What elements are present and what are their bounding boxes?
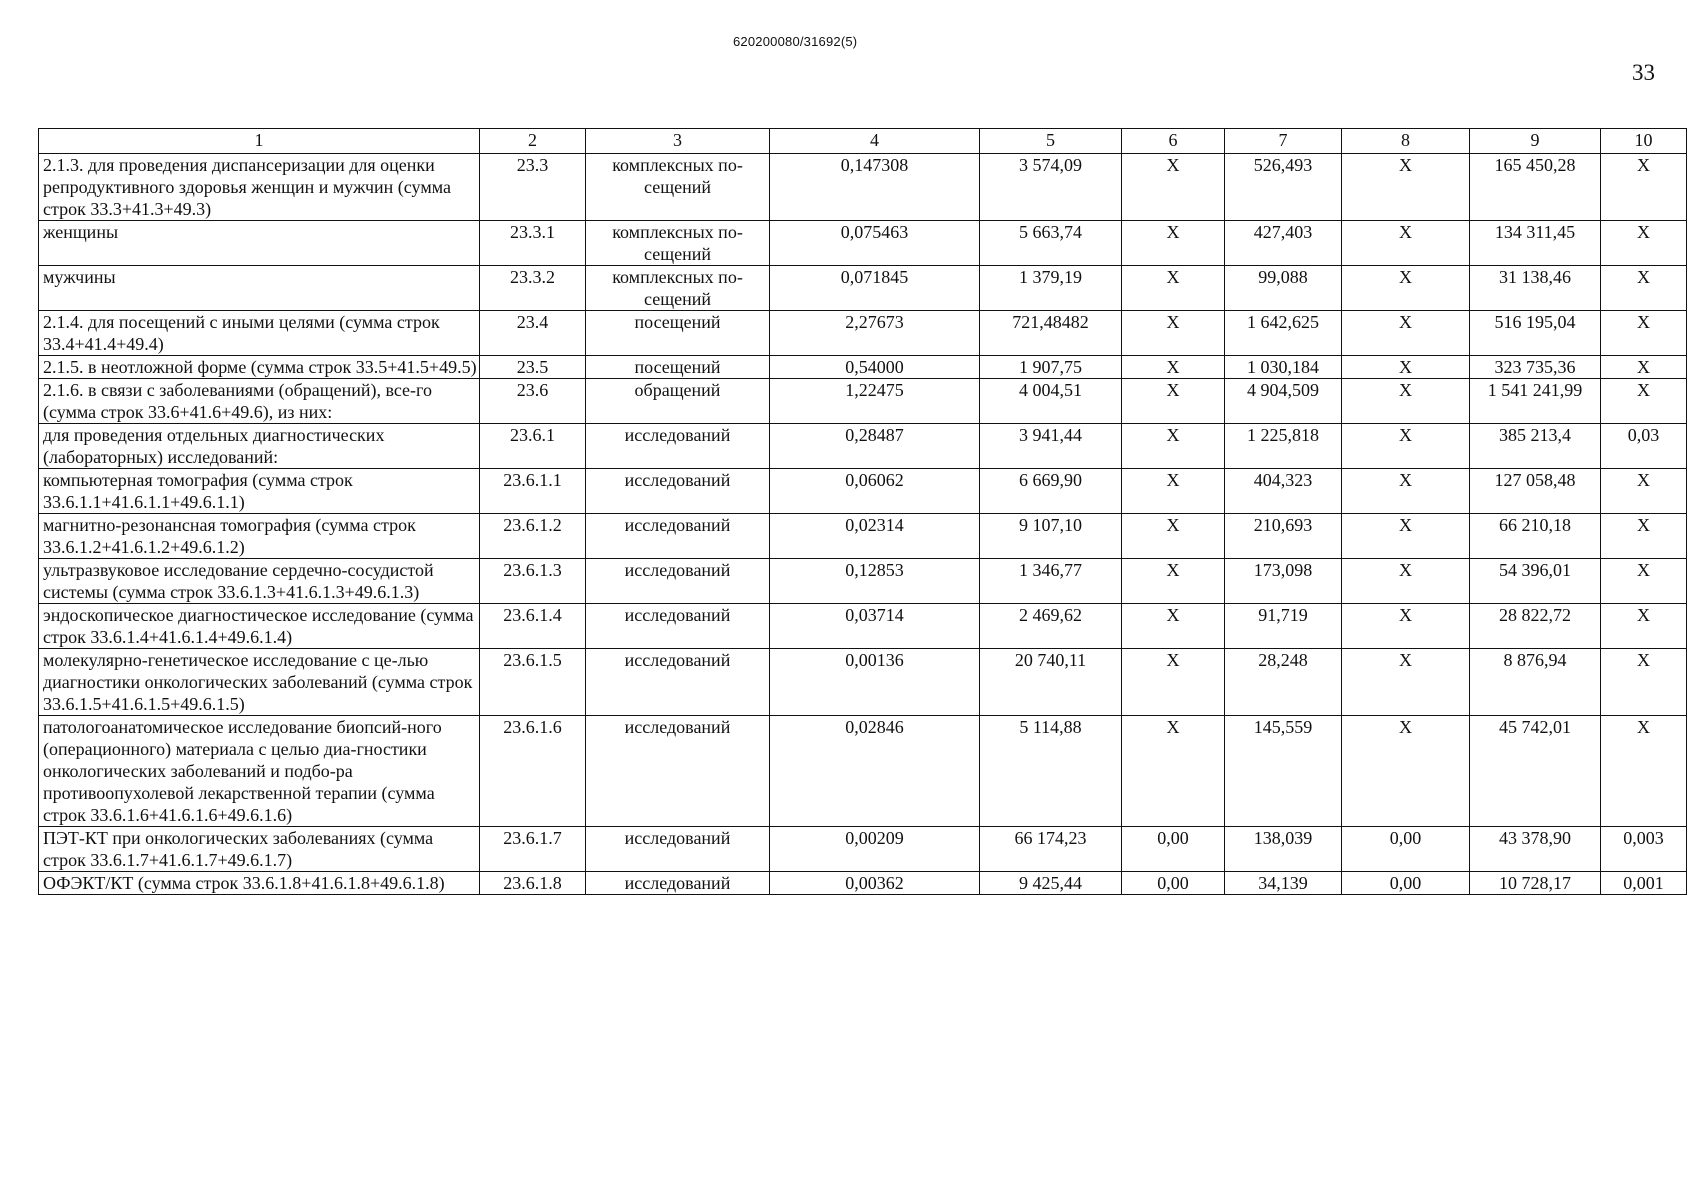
- row-description: 2.1.6. в связи с заболеваниями (обращений), все-го (сумма строк 33.6+41.6+49.6), из них:: [39, 379, 480, 424]
- column-number: 3: [586, 129, 770, 154]
- value-col-8: X: [1342, 221, 1470, 266]
- value-col-7: 34,139: [1225, 872, 1342, 895]
- row-description: компьютерная томография (сумма строк 33.6.1.1+41.6.1.1+49.6.1.1): [39, 469, 480, 514]
- value-col-4: 0,06062: [770, 469, 980, 514]
- row-code: 23.3.1: [480, 221, 586, 266]
- column-number: 2: [480, 129, 586, 154]
- row-code: 23.6.1.1: [480, 469, 586, 514]
- row-code: 23.6.1.8: [480, 872, 586, 895]
- value-col-7: 28,248: [1225, 649, 1342, 716]
- value-col-5: 5 114,88: [980, 716, 1122, 827]
- value-col-8: X: [1342, 154, 1470, 221]
- value-col-9: 54 396,01: [1470, 559, 1601, 604]
- value-col-4: 0,03714: [770, 604, 980, 649]
- column-number: 5: [980, 129, 1122, 154]
- value-col-5: 9 425,44: [980, 872, 1122, 895]
- table-row: [39, 514, 1687, 559]
- value-col-6: 0,00: [1122, 827, 1225, 872]
- value-col-4: 2,27673: [770, 311, 980, 356]
- value-col-8: X: [1342, 716, 1470, 827]
- value-col-8: X: [1342, 424, 1470, 469]
- value-col-10: 0,003: [1601, 827, 1687, 872]
- value-col-9: 385 213,4: [1470, 424, 1601, 469]
- value-col-8: X: [1342, 379, 1470, 424]
- value-col-9: 45 742,01: [1470, 716, 1601, 827]
- value-col-7: 427,403: [1225, 221, 1342, 266]
- value-col-7: 173,098: [1225, 559, 1342, 604]
- value-col-10: 0,03: [1601, 424, 1687, 469]
- value-col-9: 10 728,17: [1470, 872, 1601, 895]
- row-code: 23.5: [480, 356, 586, 379]
- row-description: патологоанатомическое исследование биопсий-ного (операционного) материала с целью диа-гностики онкологических заболеваний и подбо-ра противоопухолевой лекарственной терапии (сумма строк 33.6.1.6+41.6.1.6+49.6.1.6): [39, 716, 480, 827]
- value-col-7: 138,039: [1225, 827, 1342, 872]
- value-col-8: X: [1342, 469, 1470, 514]
- value-col-9: 323 735,36: [1470, 356, 1601, 379]
- value-col-8: X: [1342, 559, 1470, 604]
- unit-cell: комплексных по-сещений: [586, 221, 770, 266]
- value-col-7: 1 642,625: [1225, 311, 1342, 356]
- table-row: [39, 716, 1687, 827]
- value-col-9: 134 311,45: [1470, 221, 1601, 266]
- table-row: [39, 379, 1687, 424]
- row-description: ОФЭКТ/КТ (сумма строк 33.6.1.8+41.6.1.8+49.6.1.8): [39, 872, 480, 895]
- value-col-10: X: [1601, 266, 1687, 311]
- document-id: 620200080/31692(5): [733, 34, 858, 49]
- unit-cell: комплексных по-сещений: [586, 266, 770, 311]
- unit-cell: исследований: [586, 649, 770, 716]
- row-code: 23.6.1.2: [480, 514, 586, 559]
- row-description: 2.1.5. в неотложной форме (сумма строк 33.5+41.5+49.5): [39, 356, 480, 379]
- value-col-4: 0,075463: [770, 221, 980, 266]
- value-col-6: X: [1122, 514, 1225, 559]
- value-col-7: 1 030,184: [1225, 356, 1342, 379]
- row-code: 23.6.1.6: [480, 716, 586, 827]
- row-code: 23.6.1.3: [480, 559, 586, 604]
- unit-cell: исследований: [586, 559, 770, 604]
- value-col-8: X: [1342, 514, 1470, 559]
- value-col-10: X: [1601, 559, 1687, 604]
- value-col-10: X: [1601, 379, 1687, 424]
- value-col-5: 1 379,19: [980, 266, 1122, 311]
- value-col-7: 404,323: [1225, 469, 1342, 514]
- value-col-9: 66 210,18: [1470, 514, 1601, 559]
- row-description: 2.1.3. для проведения диспансеризации для оценки репродуктивного здоровья женщин и мужчин (сумма строк 33.3+41.3+49.3): [39, 154, 480, 221]
- value-col-8: X: [1342, 311, 1470, 356]
- value-col-7: 526,493: [1225, 154, 1342, 221]
- value-col-10: X: [1601, 649, 1687, 716]
- value-col-9: 516 195,04: [1470, 311, 1601, 356]
- value-col-10: X: [1601, 154, 1687, 221]
- value-col-6: X: [1122, 266, 1225, 311]
- value-col-7: 145,559: [1225, 716, 1342, 827]
- row-code: 23.6: [480, 379, 586, 424]
- value-col-8: 0,00: [1342, 827, 1470, 872]
- value-col-4: 0,00209: [770, 827, 980, 872]
- value-col-4: 1,22475: [770, 379, 980, 424]
- value-col-10: X: [1601, 311, 1687, 356]
- value-col-9: 165 450,28: [1470, 154, 1601, 221]
- value-col-8: X: [1342, 266, 1470, 311]
- value-col-6: X: [1122, 604, 1225, 649]
- value-col-10: 0,001: [1601, 872, 1687, 895]
- value-col-10: X: [1601, 604, 1687, 649]
- value-col-4: 0,02846: [770, 716, 980, 827]
- row-description: 2.1.4. для посещений с иными целями (сумма строк 33.4+41.4+49.4): [39, 311, 480, 356]
- column-number: 8: [1342, 129, 1470, 154]
- column-number-row: [39, 129, 1687, 154]
- value-col-4: 0,071845: [770, 266, 980, 311]
- value-col-7: 4 904,509: [1225, 379, 1342, 424]
- row-code: 23.6.1.5: [480, 649, 586, 716]
- row-description: для проведения отдельных диагностических (лабораторных) исследований:: [39, 424, 480, 469]
- value-col-10: X: [1601, 469, 1687, 514]
- table-row: [39, 649, 1687, 716]
- unit-cell: исследований: [586, 469, 770, 514]
- unit-cell: исследований: [586, 514, 770, 559]
- value-col-9: 43 378,90: [1470, 827, 1601, 872]
- value-col-9: 28 822,72: [1470, 604, 1601, 649]
- value-col-6: X: [1122, 356, 1225, 379]
- column-number: 1: [39, 129, 480, 154]
- value-col-5: 2 469,62: [980, 604, 1122, 649]
- value-col-4: 0,12853: [770, 559, 980, 604]
- table-row: [39, 356, 1687, 379]
- value-col-9: 127 058,48: [1470, 469, 1601, 514]
- row-code: 23.6.1: [480, 424, 586, 469]
- value-col-5: 721,48482: [980, 311, 1122, 356]
- value-col-8: 0,00: [1342, 872, 1470, 895]
- value-col-5: 66 174,23: [980, 827, 1122, 872]
- unit-cell: исследований: [586, 827, 770, 872]
- value-col-6: X: [1122, 649, 1225, 716]
- value-col-5: 1 346,77: [980, 559, 1122, 604]
- row-description: женщины: [39, 221, 480, 266]
- value-col-10: X: [1601, 514, 1687, 559]
- table-row: [39, 424, 1687, 469]
- value-col-8: X: [1342, 356, 1470, 379]
- column-number: 7: [1225, 129, 1342, 154]
- row-code: 23.3: [480, 154, 586, 221]
- value-col-4: 0,54000: [770, 356, 980, 379]
- value-col-10: X: [1601, 716, 1687, 827]
- value-col-8: X: [1342, 604, 1470, 649]
- column-number: 4: [770, 129, 980, 154]
- unit-cell: обращений: [586, 379, 770, 424]
- value-col-4: 0,00136: [770, 649, 980, 716]
- unit-cell: исследований: [586, 716, 770, 827]
- table-row: [39, 872, 1687, 895]
- row-description: ПЭТ-КТ при онкологических заболеваниях (сумма строк 33.6.1.7+41.6.1.7+49.6.1.7): [39, 827, 480, 872]
- table-row: [39, 311, 1687, 356]
- row-code: 23.6.1.7: [480, 827, 586, 872]
- row-description: мужчины: [39, 266, 480, 311]
- value-col-6: 0,00: [1122, 872, 1225, 895]
- value-col-4: 0,28487: [770, 424, 980, 469]
- value-col-5: 20 740,11: [980, 649, 1122, 716]
- unit-cell: исследований: [586, 424, 770, 469]
- unit-cell: посещений: [586, 356, 770, 379]
- unit-cell: исследований: [586, 872, 770, 895]
- page-number: 33: [1632, 60, 1655, 85]
- value-col-7: 99,088: [1225, 266, 1342, 311]
- row-description: эндоскопическое диагностическое исследование (сумма строк 33.6.1.4+41.6.1.4+49.6.1.4): [39, 604, 480, 649]
- value-col-8: X: [1342, 649, 1470, 716]
- value-col-10: X: [1601, 356, 1687, 379]
- value-col-6: X: [1122, 424, 1225, 469]
- value-col-10: X: [1601, 221, 1687, 266]
- table-row: [39, 827, 1687, 872]
- row-description: ультразвуковое исследование сердечно-сосудистой системы (сумма строк 33.6.1.3+41.6.1.3+49.6.1.3): [39, 559, 480, 604]
- value-col-5: 6 669,90: [980, 469, 1122, 514]
- unit-cell: посещений: [586, 311, 770, 356]
- value-col-4: 0,02314: [770, 514, 980, 559]
- value-col-6: X: [1122, 716, 1225, 827]
- table-row: [39, 604, 1687, 649]
- row-code: 23.6.1.4: [480, 604, 586, 649]
- table-row: [39, 154, 1687, 221]
- value-col-5: 3 941,44: [980, 424, 1122, 469]
- value-col-5: 1 907,75: [980, 356, 1122, 379]
- table-row: [39, 221, 1687, 266]
- table-row: [39, 559, 1687, 604]
- value-col-6: X: [1122, 311, 1225, 356]
- value-col-4: 0,00362: [770, 872, 980, 895]
- value-col-5: 9 107,10: [980, 514, 1122, 559]
- value-col-6: X: [1122, 469, 1225, 514]
- value-col-6: X: [1122, 379, 1225, 424]
- value-col-6: X: [1122, 221, 1225, 266]
- value-col-5: 3 574,09: [980, 154, 1122, 221]
- row-description: магнитно-резонансная томография (сумма строк 33.6.1.2+41.6.1.2+49.6.1.2): [39, 514, 480, 559]
- value-col-5: 5 663,74: [980, 221, 1122, 266]
- table-row: [39, 266, 1687, 311]
- row-code: 23.3.2: [480, 266, 586, 311]
- value-col-9: 31 138,46: [1470, 266, 1601, 311]
- unit-cell: комплексных по-сещений: [586, 154, 770, 221]
- value-col-7: 210,693: [1225, 514, 1342, 559]
- row-code: 23.4: [480, 311, 586, 356]
- column-number: 10: [1601, 129, 1687, 154]
- value-col-5: 4 004,51: [980, 379, 1122, 424]
- value-col-4: 0,147308: [770, 154, 980, 221]
- column-number: 6: [1122, 129, 1225, 154]
- value-col-9: 8 876,94: [1470, 649, 1601, 716]
- table-row: [39, 469, 1687, 514]
- row-description: молекулярно-генетическое исследование с це-лью диагностики онкологических заболеваний (сумма строк 33.6.1.5+41.6.1.5+49.6.1.5): [39, 649, 480, 716]
- value-col-6: X: [1122, 559, 1225, 604]
- value-col-7: 1 225,818: [1225, 424, 1342, 469]
- column-number: 9: [1470, 129, 1601, 154]
- value-col-6: X: [1122, 154, 1225, 221]
- data-table: [38, 128, 1687, 895]
- unit-cell: исследований: [586, 604, 770, 649]
- value-col-7: 91,719: [1225, 604, 1342, 649]
- value-col-9: 1 541 241,99: [1470, 379, 1601, 424]
